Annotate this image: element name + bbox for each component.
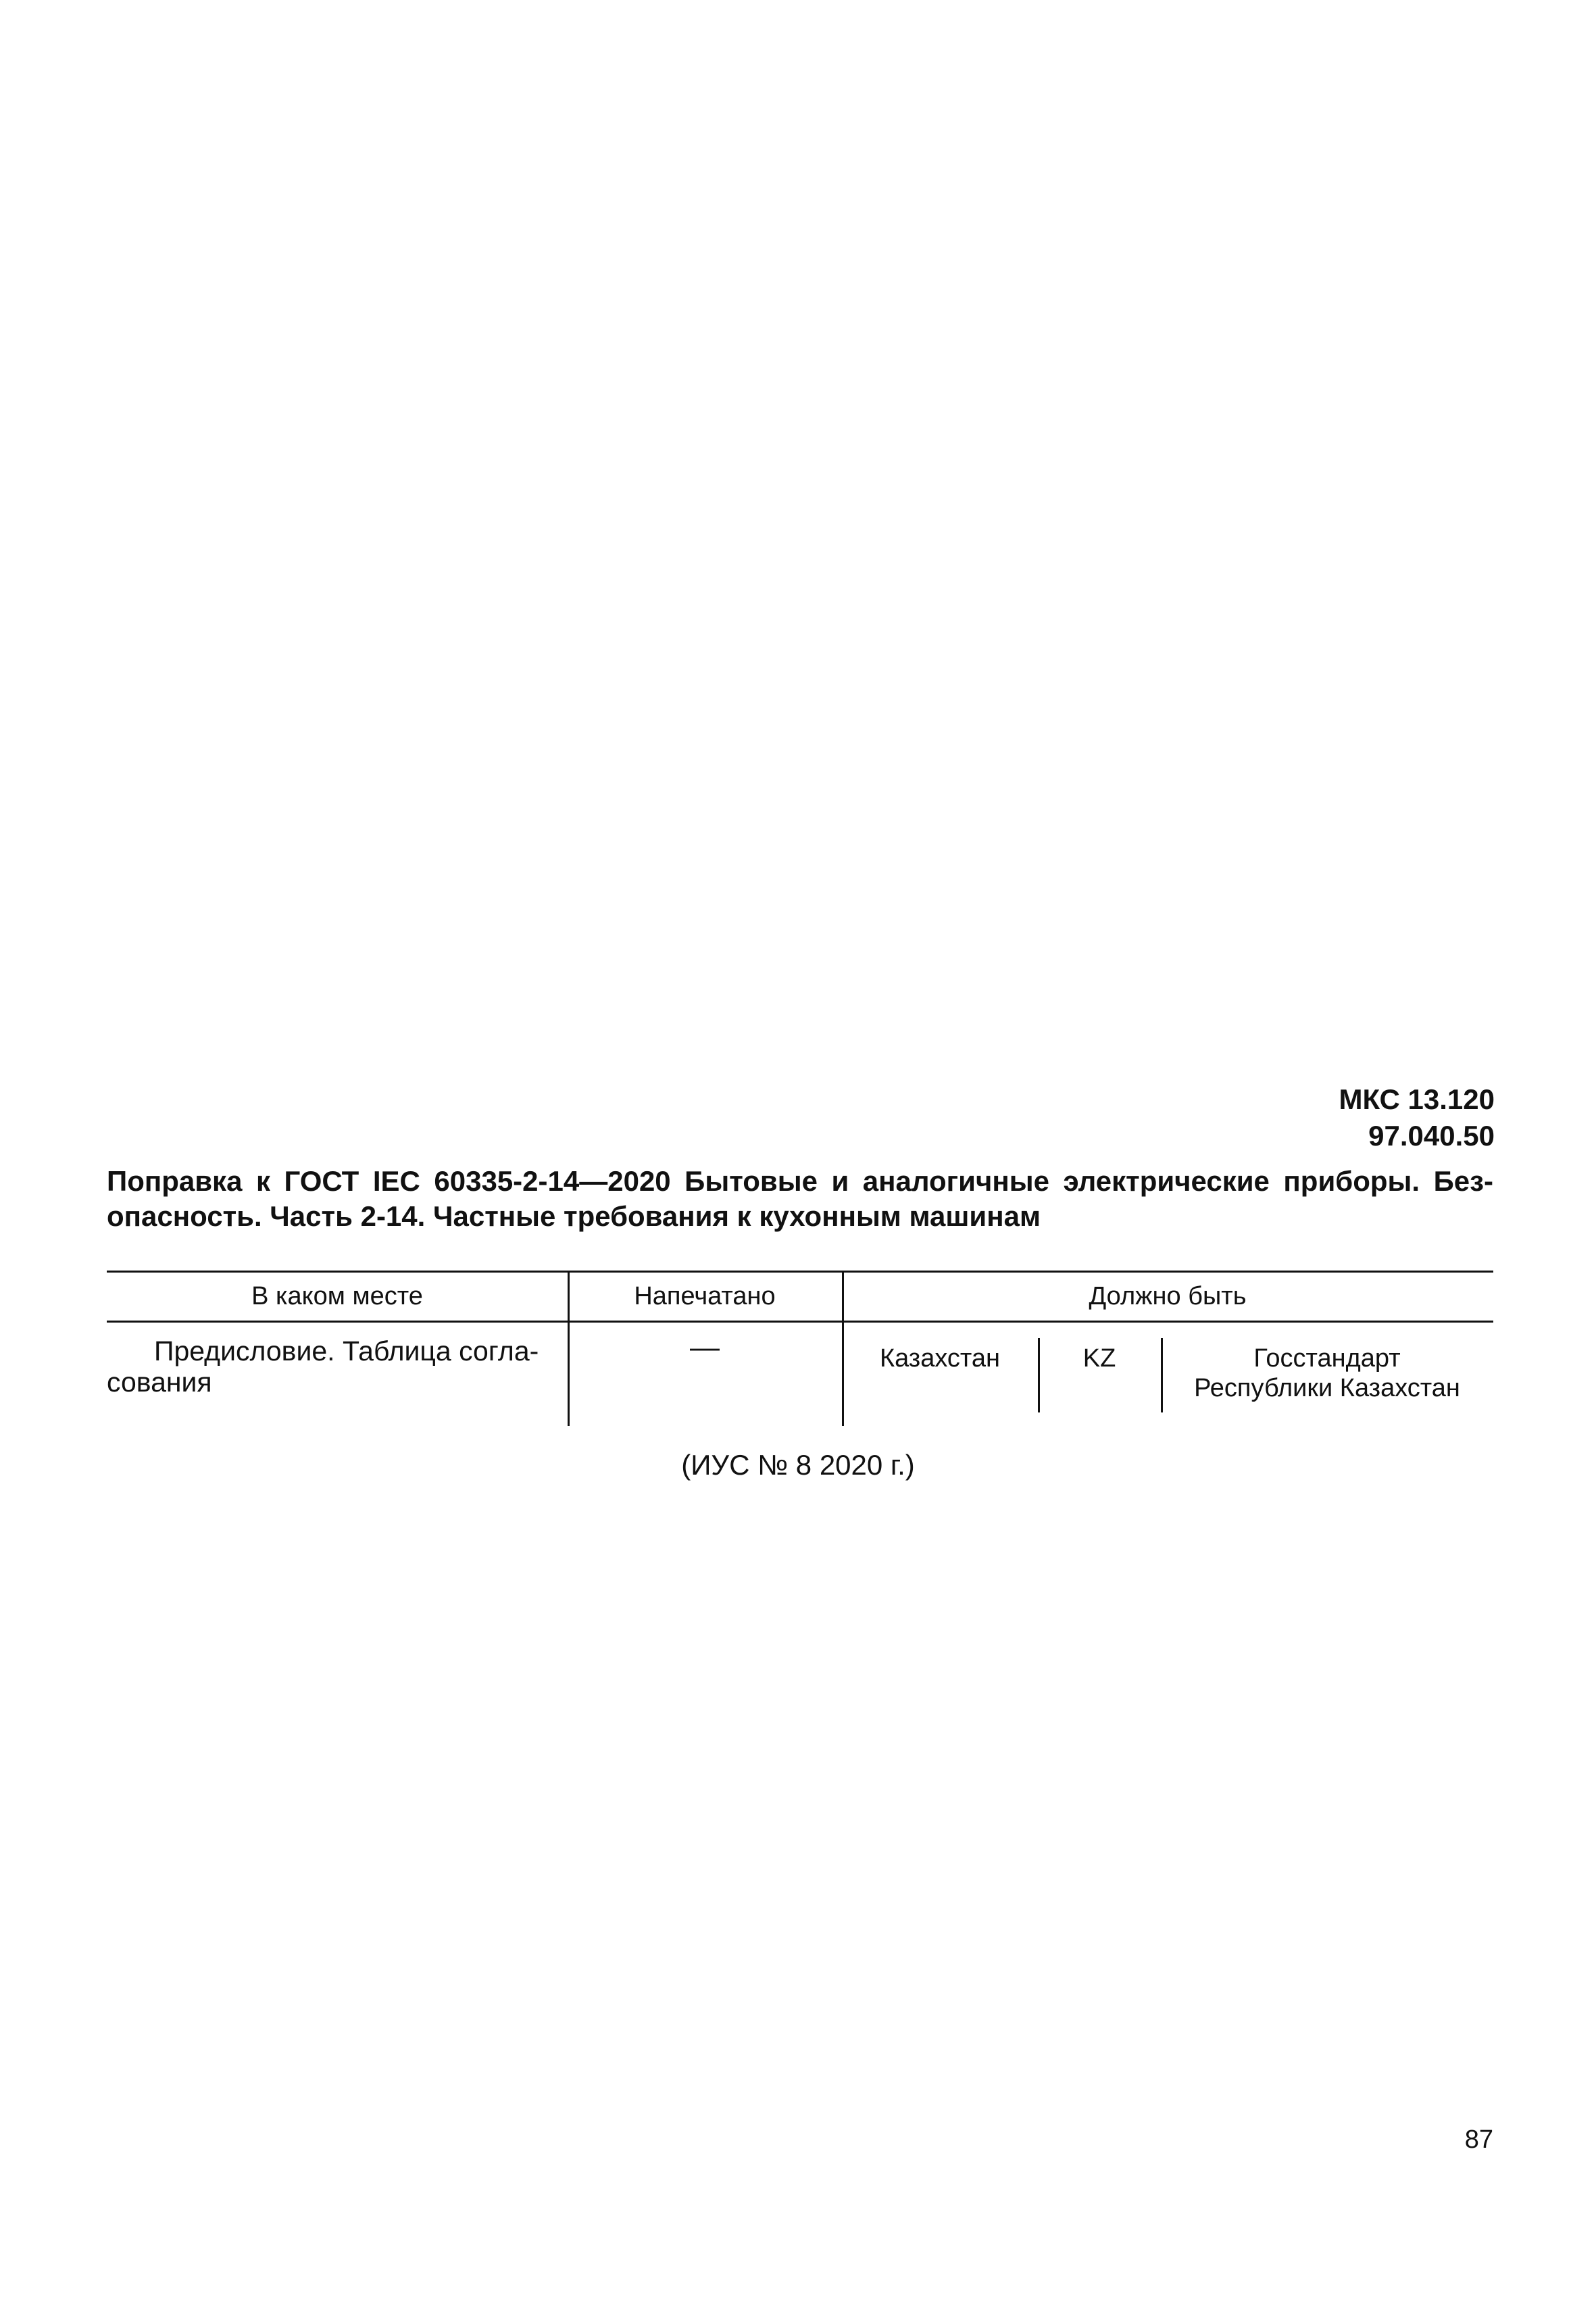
header-should-be: Должно быть <box>1089 1282 1247 1310</box>
amendment-title-line-2: опасность. Часть 2-14. Частные требования к кухонным машинам <box>107 1200 1041 1232</box>
cell-organization-line-1: Госстандарт <box>1253 1344 1401 1373</box>
cell-organization-line-2: Республики Казахстан <box>1194 1374 1460 1402</box>
cell-organization <box>1161 1344 1493 1403</box>
amendment-table <box>107 1271 1493 1426</box>
cell-place-line-2: сования <box>107 1367 212 1398</box>
table-header-rule <box>107 1321 1493 1323</box>
table-top-rule <box>107 1271 1493 1273</box>
cell-country: Казахстан <box>879 1344 1001 1373</box>
page-number: 87 <box>1464 2125 1493 2154</box>
cell-printed: — <box>690 1331 720 1364</box>
mks-code-2: 97.040.50 <box>1368 1120 1495 1152</box>
mks-codes <box>1339 1081 1495 1154</box>
amendment-title-line-1: Поправка к ГОСТ IEC 60335-2-14—2020 Бытовые и аналогичные электрические приборы. Без- <box>107 1165 1493 1197</box>
mks-code-1: МКС 13.120 <box>1339 1083 1495 1115</box>
cell-country-code: KZ <box>1082 1344 1116 1373</box>
amendment-title <box>107 1164 1493 1234</box>
header-place: В каком месте <box>251 1282 423 1310</box>
header-printed: Напечатано <box>634 1282 776 1310</box>
source-reference: (ИУС № 8 2020 г.) <box>681 1449 915 1481</box>
cell-place-line-1: Предисловие. Таблица согла- <box>154 1335 539 1367</box>
cell-place <box>107 1335 553 1398</box>
